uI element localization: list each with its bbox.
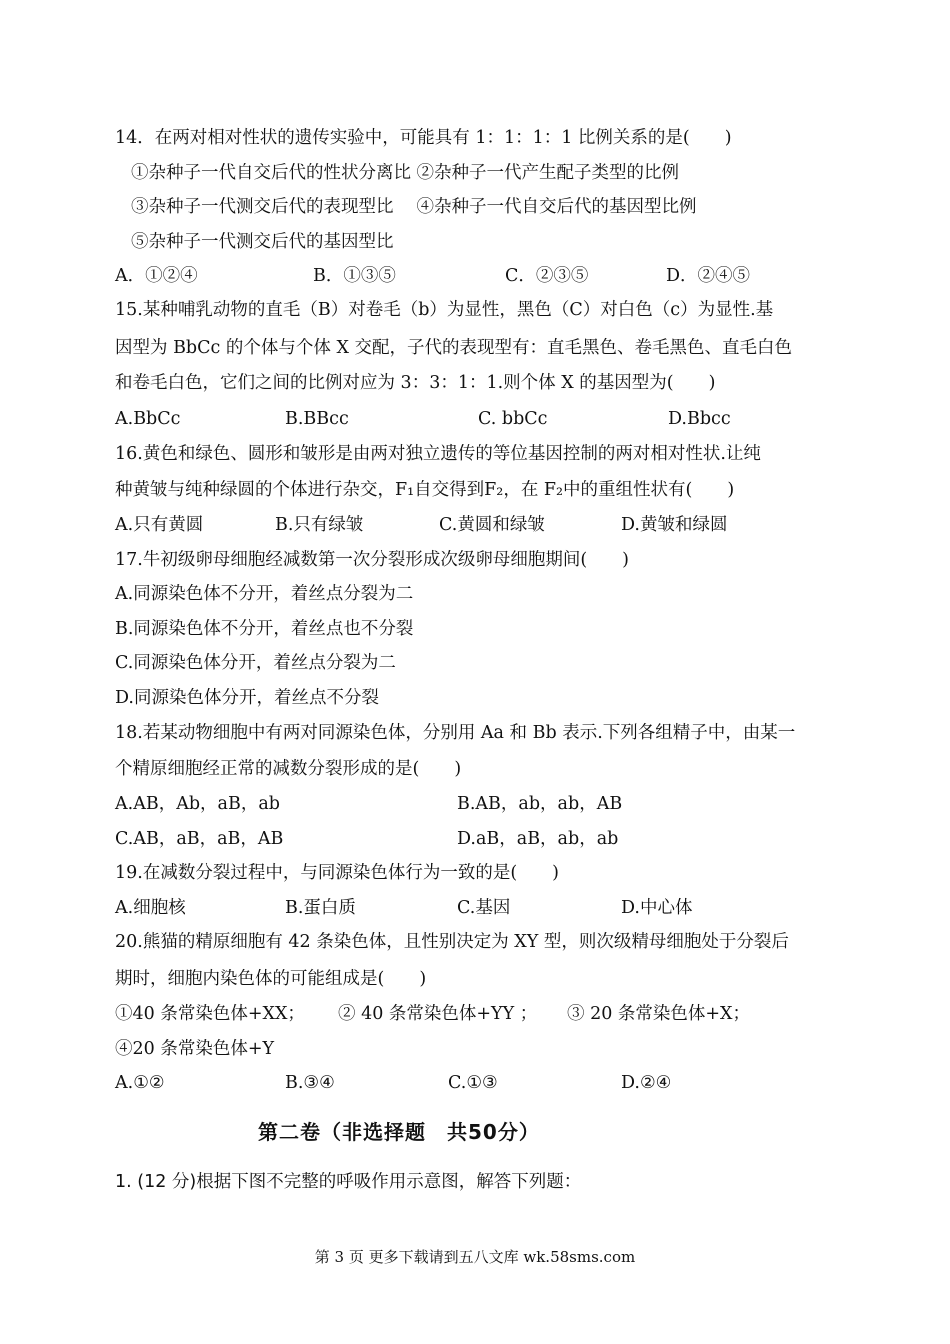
q14-option-c: C．②③⑤ bbox=[505, 266, 589, 286]
q18-stem: 个精原细胞经正常的减数分裂形成的是( ) bbox=[115, 759, 462, 779]
q19-option-c: C.基因 bbox=[457, 898, 511, 918]
q14-option-d: D．②④⑤ bbox=[666, 266, 751, 286]
q20-sub-option-3: ③ 20 条常染色体+X； bbox=[567, 1004, 751, 1024]
q16-option-d: D.黄皱和绿圆 bbox=[621, 515, 728, 535]
q14-item: ⑤杂种子一代测交后代的基因型比 bbox=[131, 232, 394, 252]
q20-sub-option-1: ①40 条常染色体+XX； bbox=[115, 1004, 305, 1024]
q14-option-a: A．①②④ bbox=[115, 266, 198, 286]
q16-option-c: C.黄圆和绿皱 bbox=[439, 515, 545, 535]
q19-stem: 19.在减数分裂过程中，与同源染色体行为一致的是( ) bbox=[115, 863, 559, 883]
q20-sub-option-4: ④20 条常染色体+Y bbox=[115, 1039, 275, 1059]
q15-stem: 和卷毛白色，它们之间的比例对应为 3：3：1：1.则个体 X 的基因型为( ) bbox=[115, 373, 716, 393]
q19-option-a: A.细胞核 bbox=[115, 898, 186, 918]
q14-option-b: B．①③⑤ bbox=[313, 266, 396, 286]
q15-option-d: D.Bbcc bbox=[668, 409, 731, 429]
q17-option-c: C.同源染色体分开，着丝点分裂为二 bbox=[115, 653, 396, 673]
section-title: 第二卷（非选择题 共50分） bbox=[258, 1120, 540, 1144]
q15-stem: 15.某种哺乳动物的直毛（B）对卷毛（b）为显性，黑色（C）对白色（c）为显性.基 bbox=[115, 300, 774, 320]
q18-option-d: D.aB，aB，ab，ab bbox=[457, 829, 619, 849]
q20-option-d: D.②④ bbox=[621, 1073, 672, 1093]
part2-question-1: 1. (12 分)根据下图不完整的呼吸作用示意图，解答下列题： bbox=[115, 1172, 582, 1192]
q18-option-a: A.AB，Ab，aB，ab bbox=[115, 794, 280, 814]
q14-item: ①杂种子一代自交后代的性状分离比 ②杂种子一代产生配子类型的比例 bbox=[131, 163, 680, 183]
q20-option-b: B.③④ bbox=[285, 1073, 335, 1093]
q16-stem: 16.黄色和绿色、圆形和皱形是由两对独立遗传的等位基因控制的两对相对性状.让纯 bbox=[115, 444, 761, 464]
q18-option-c: C.AB，aB，aB，AB bbox=[115, 829, 284, 849]
q20-option-a: A.①② bbox=[115, 1073, 165, 1093]
q20-option-c: C.①③ bbox=[448, 1073, 498, 1093]
q14-item: ③杂种子一代测交后代的表现型比 ④杂种子一代自交后代的基因型比例 bbox=[131, 197, 697, 217]
q17-option-d: D.同源染色体分开，着丝点不分裂 bbox=[115, 688, 379, 708]
q20-sub-option-2: ② 40 条常染色体+YY ； bbox=[338, 1004, 538, 1024]
q16-stem: 种黄皱与纯种绿圆的个体进行杂交，F₁自交得到F₂，在 F₂中的重组性状有( ) bbox=[115, 480, 735, 500]
q16-option-b: B.只有绿皱 bbox=[275, 515, 364, 535]
q17-option-a: A.同源染色体不分开，着丝点分裂为二 bbox=[115, 584, 414, 604]
q20-stem: 期时，细胞内染色体的可能组成是( ) bbox=[115, 969, 427, 989]
q19-option-b: B.蛋白质 bbox=[285, 898, 356, 918]
q17-stem: 17.牛初级卵母细胞经减数第一次分裂形成次级卵母细胞期间( ) bbox=[115, 550, 629, 570]
q15-option-a: A.BbCc bbox=[115, 409, 181, 429]
q15-option-b: B.BBcc bbox=[285, 409, 349, 429]
q18-option-b: B.AB，ab，ab，AB bbox=[457, 794, 623, 814]
q15-stem: 因型为 BbCc 的个体与个体 X 交配，子代的表现型有：直毛黑色、卷毛黑色、直毛白色 bbox=[115, 338, 792, 358]
q15-option-c: C. bbCc bbox=[478, 409, 548, 429]
q18-stem: 18.若某动物细胞中有两对同源染色体，分别用 Aa 和 Bb 表示.下列各组精子中，由某一 bbox=[115, 723, 796, 743]
q17-option-b: B.同源染色体不分开，着丝点也不分裂 bbox=[115, 619, 414, 639]
q20-stem: 20.熊猫的精原细胞有 42 条染色体，且性别决定为 XY 型，则次级精母细胞处于分裂后 bbox=[115, 932, 789, 952]
q19-option-d: D.中心体 bbox=[621, 898, 693, 918]
page-footer: 第 3 页 更多下载请到五八文库 wk.58sms.com bbox=[314, 1248, 636, 1266]
q14-stem: 14．在两对相对性状的遗传实验中，可能具有 1：1：1：1 比例关系的是( ) bbox=[115, 128, 732, 148]
q16-option-a: A.只有黄圆 bbox=[115, 515, 204, 535]
